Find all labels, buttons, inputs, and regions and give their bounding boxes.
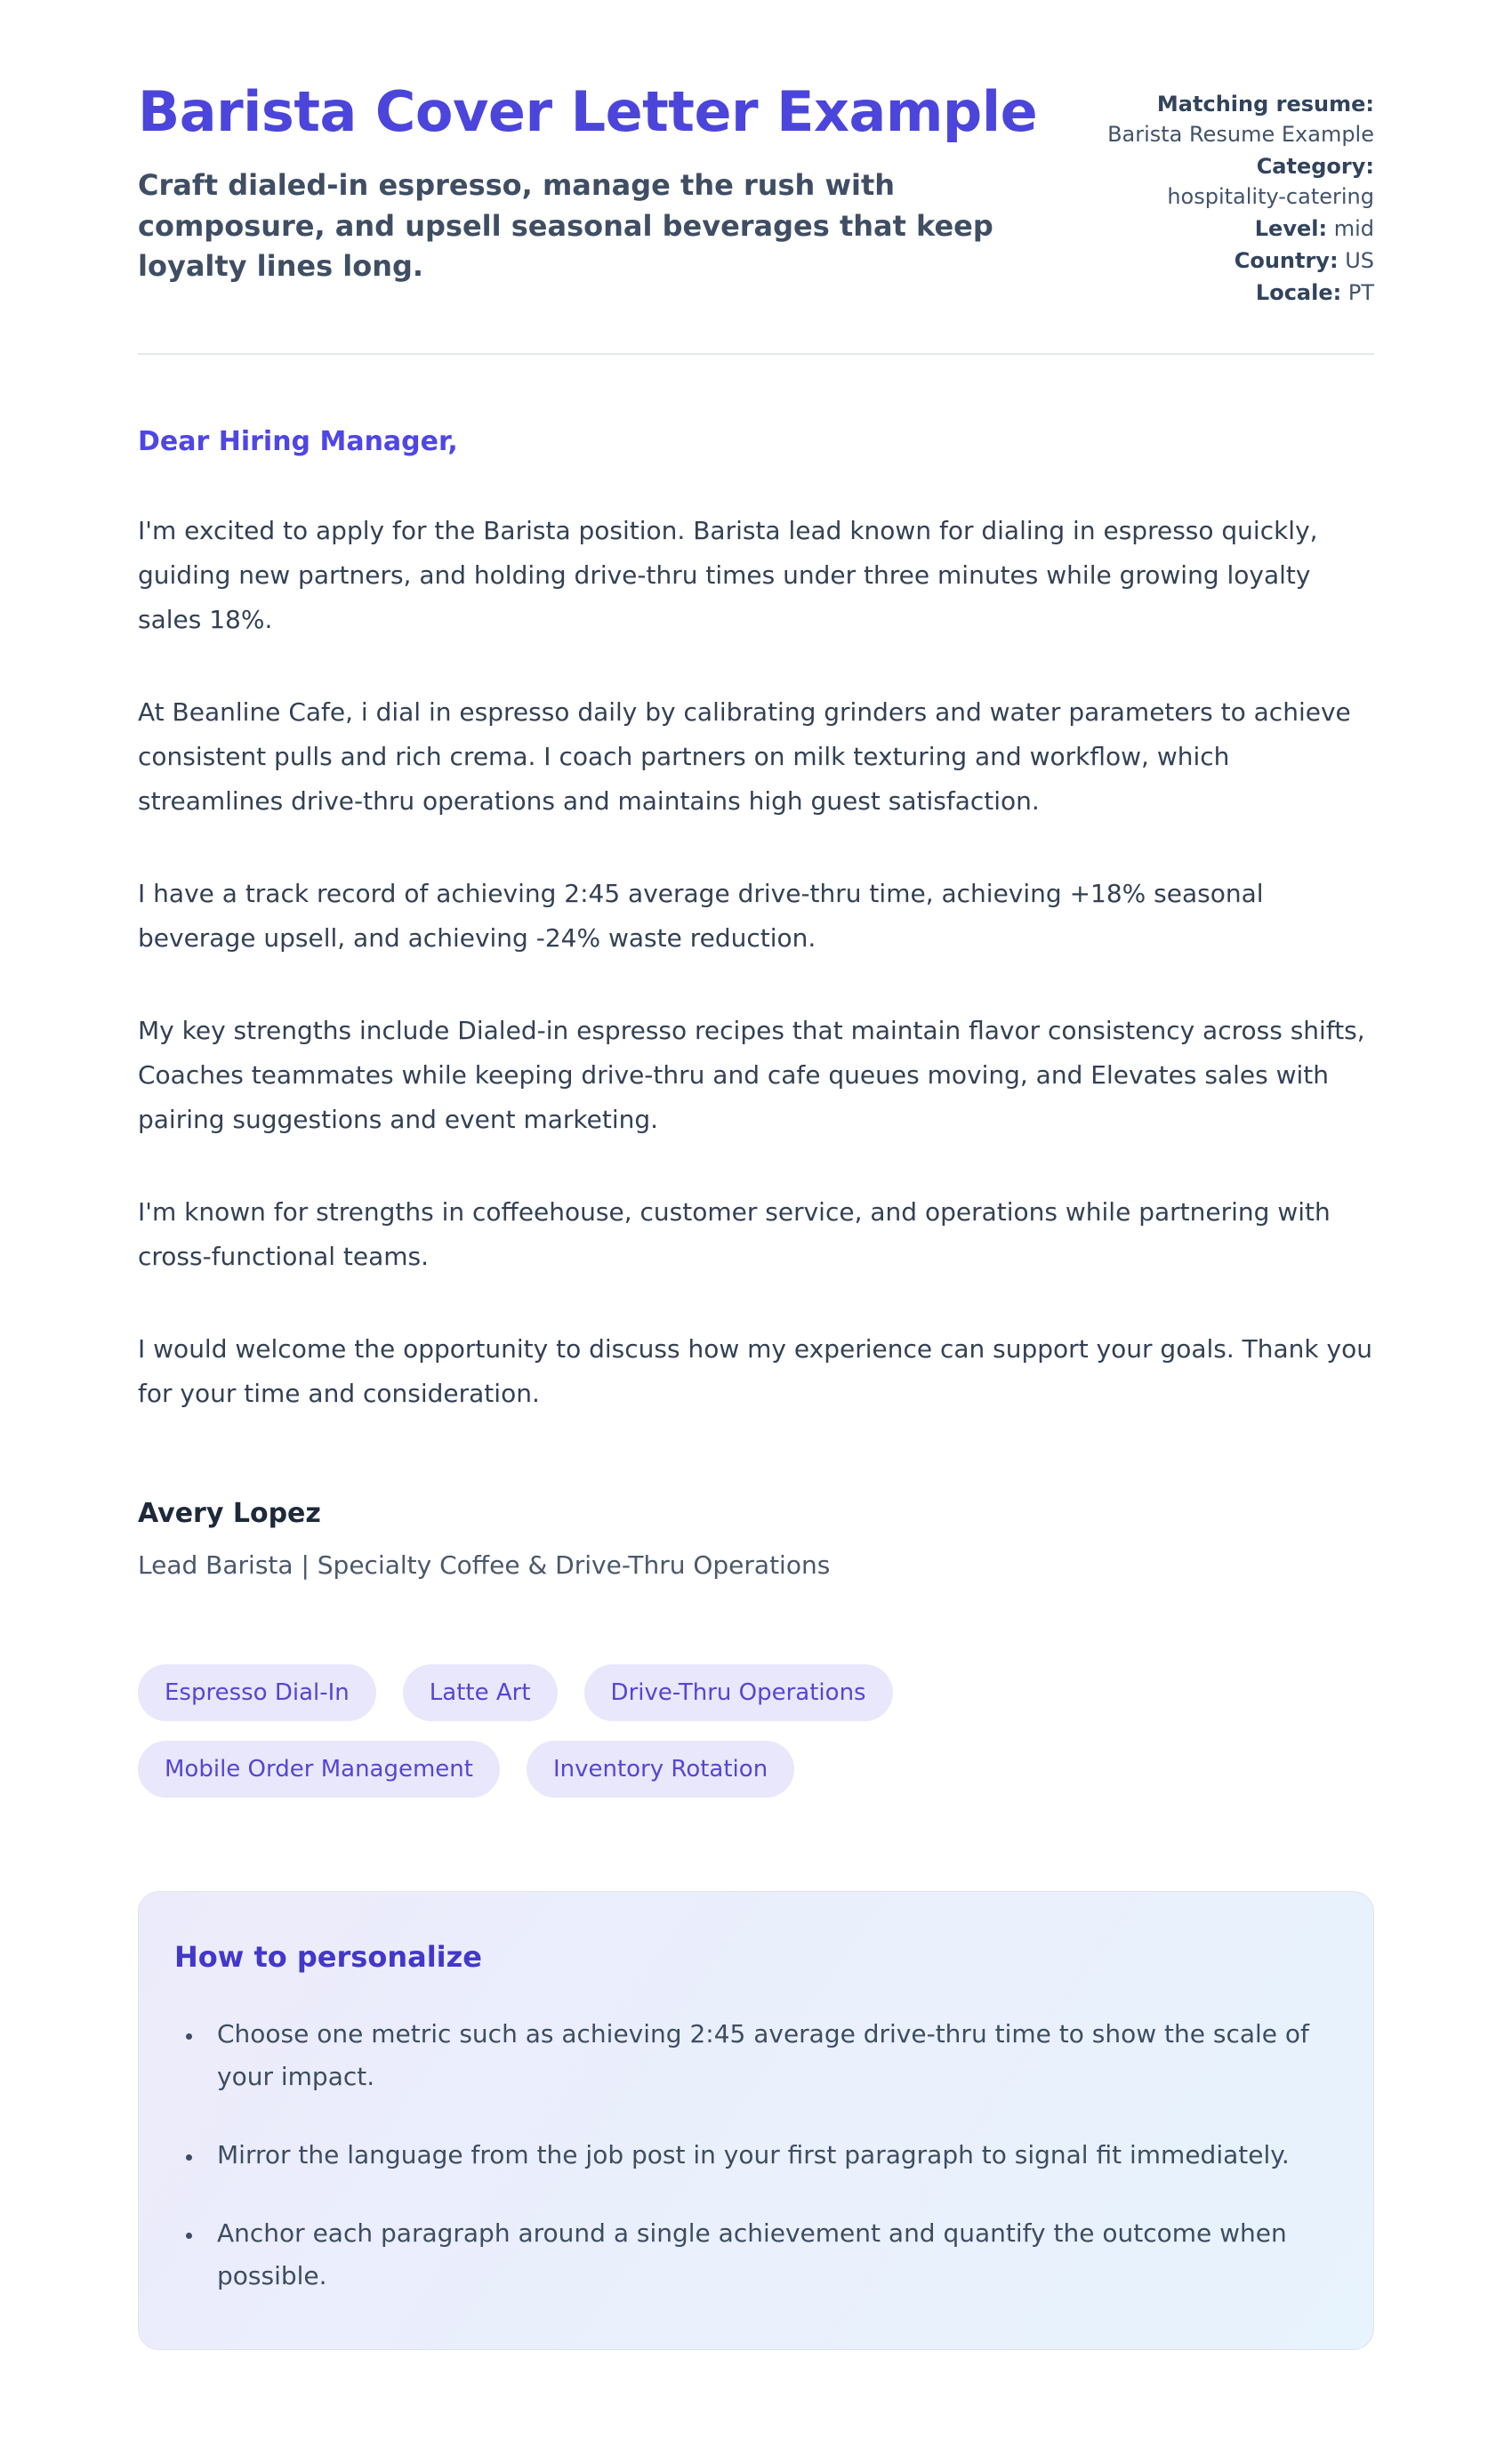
tipbox-item: • Choose one metric such as achieving 2:45 average drive-thru time to show the scale of your impact. (205, 2013, 1316, 2098)
meta-level-label: Level: (1254, 216, 1328, 242)
resume-meta-block (1098, 82, 1374, 310)
meta-matching-label: Matching resume: (1156, 92, 1374, 117)
skill-tags (138, 1664, 1205, 1798)
meta-matching-value: Barista Resume Example (1107, 122, 1374, 148)
tipbox-item: • Mirror the language from the job post in your first paragraph to signal fit immediately. (205, 2134, 1316, 2177)
letter-paragraph: I'm excited to apply for the Barista position. Barista lead known for dialing in espresso quickly, guiding new partners, and holding drive-thru times under three minutes while growing loyalty sales 18%. (138, 515, 1318, 634)
header-title-block (138, 79, 1072, 287)
meta-country (1098, 246, 1374, 276)
letter-paragraph: I would welcome the opportunity to discuss how my experience can support your goals. Thank you for your time and consideration. (138, 1333, 1372, 1408)
meta-matching-resume (1098, 89, 1374, 149)
signature-role: Lead Barista | Specialty Coffee & Drive-Thru Operations (138, 1550, 831, 1580)
skill-tag[interactable]: Mobile Order Management (138, 1741, 500, 1798)
letter-greeting: Dear Hiring Manager, (138, 425, 458, 457)
skill-tag[interactable]: Drive-Thru Operations (584, 1664, 893, 1721)
meta-level (1098, 213, 1374, 244)
meta-category-value: hospitality-catering (1167, 184, 1374, 210)
signature-name: Avery Lopez (138, 1497, 321, 1529)
skill-tag[interactable]: Espresso Dial-In (138, 1664, 376, 1721)
skill-tag[interactable]: Latte Art (403, 1664, 558, 1721)
meta-locale-value: PT (1347, 280, 1374, 306)
meta-level-value: mid (1333, 216, 1374, 242)
letter-paragraph: My key strengths include Dialed-in espresso recipes that maintain flavor consistency across shifts, Coaches teammates while keeping drive-thru and cafe queues moving, and Elevates sales with pairing suggestions and event marketing. (138, 1015, 1365, 1134)
meta-country-label: Country: (1234, 248, 1339, 274)
letter-paragraph: I'm known for strengths in coffeehouse, customer service, and operations while partnering with cross-functional teams. (138, 1196, 1331, 1271)
letter-paragraph: At Beanline Cafe, i dial in espresso daily by calibrating grinders and water parameters to achieve consistent pulls and rich crema. I coach partners on milk texturing and workflow, which streamlines drive-thru operations and maintains high guest satisfaction. (138, 696, 1351, 816)
tipbox-title: How to personalize (174, 1939, 482, 1974)
letter-paragraph: I have a track record of achieving 2:45 average drive-thru time, achieving +18% seasonal beverage upsell, and achieving -24% waste reduction. (138, 878, 1264, 953)
meta-locale (1098, 278, 1374, 308)
meta-locale-label: Locale: (1255, 280, 1342, 306)
meta-category-label: Category: (1256, 154, 1374, 180)
tipbox-item: • Anchor each paragraph around a single achievement and quantify the outcome when possible. (205, 2212, 1316, 2298)
meta-category (1098, 151, 1374, 212)
meta-country-value: US (1345, 248, 1374, 274)
skill-tag[interactable]: Inventory Rotation (527, 1741, 794, 1798)
how-to-personalize-box (138, 1891, 1374, 2350)
page-title: Barista Cover Letter Example (138, 79, 1038, 144)
header-divider (138, 353, 1374, 355)
page-header (138, 79, 1374, 310)
page-subtitle: Craft dialed-in espresso, manage the rush with composure, and upsell seasonal beverages that keep loyalty lines long. (138, 168, 993, 284)
cover-letter-body (138, 426, 1374, 1580)
tipbox-list (174, 2013, 1333, 2298)
